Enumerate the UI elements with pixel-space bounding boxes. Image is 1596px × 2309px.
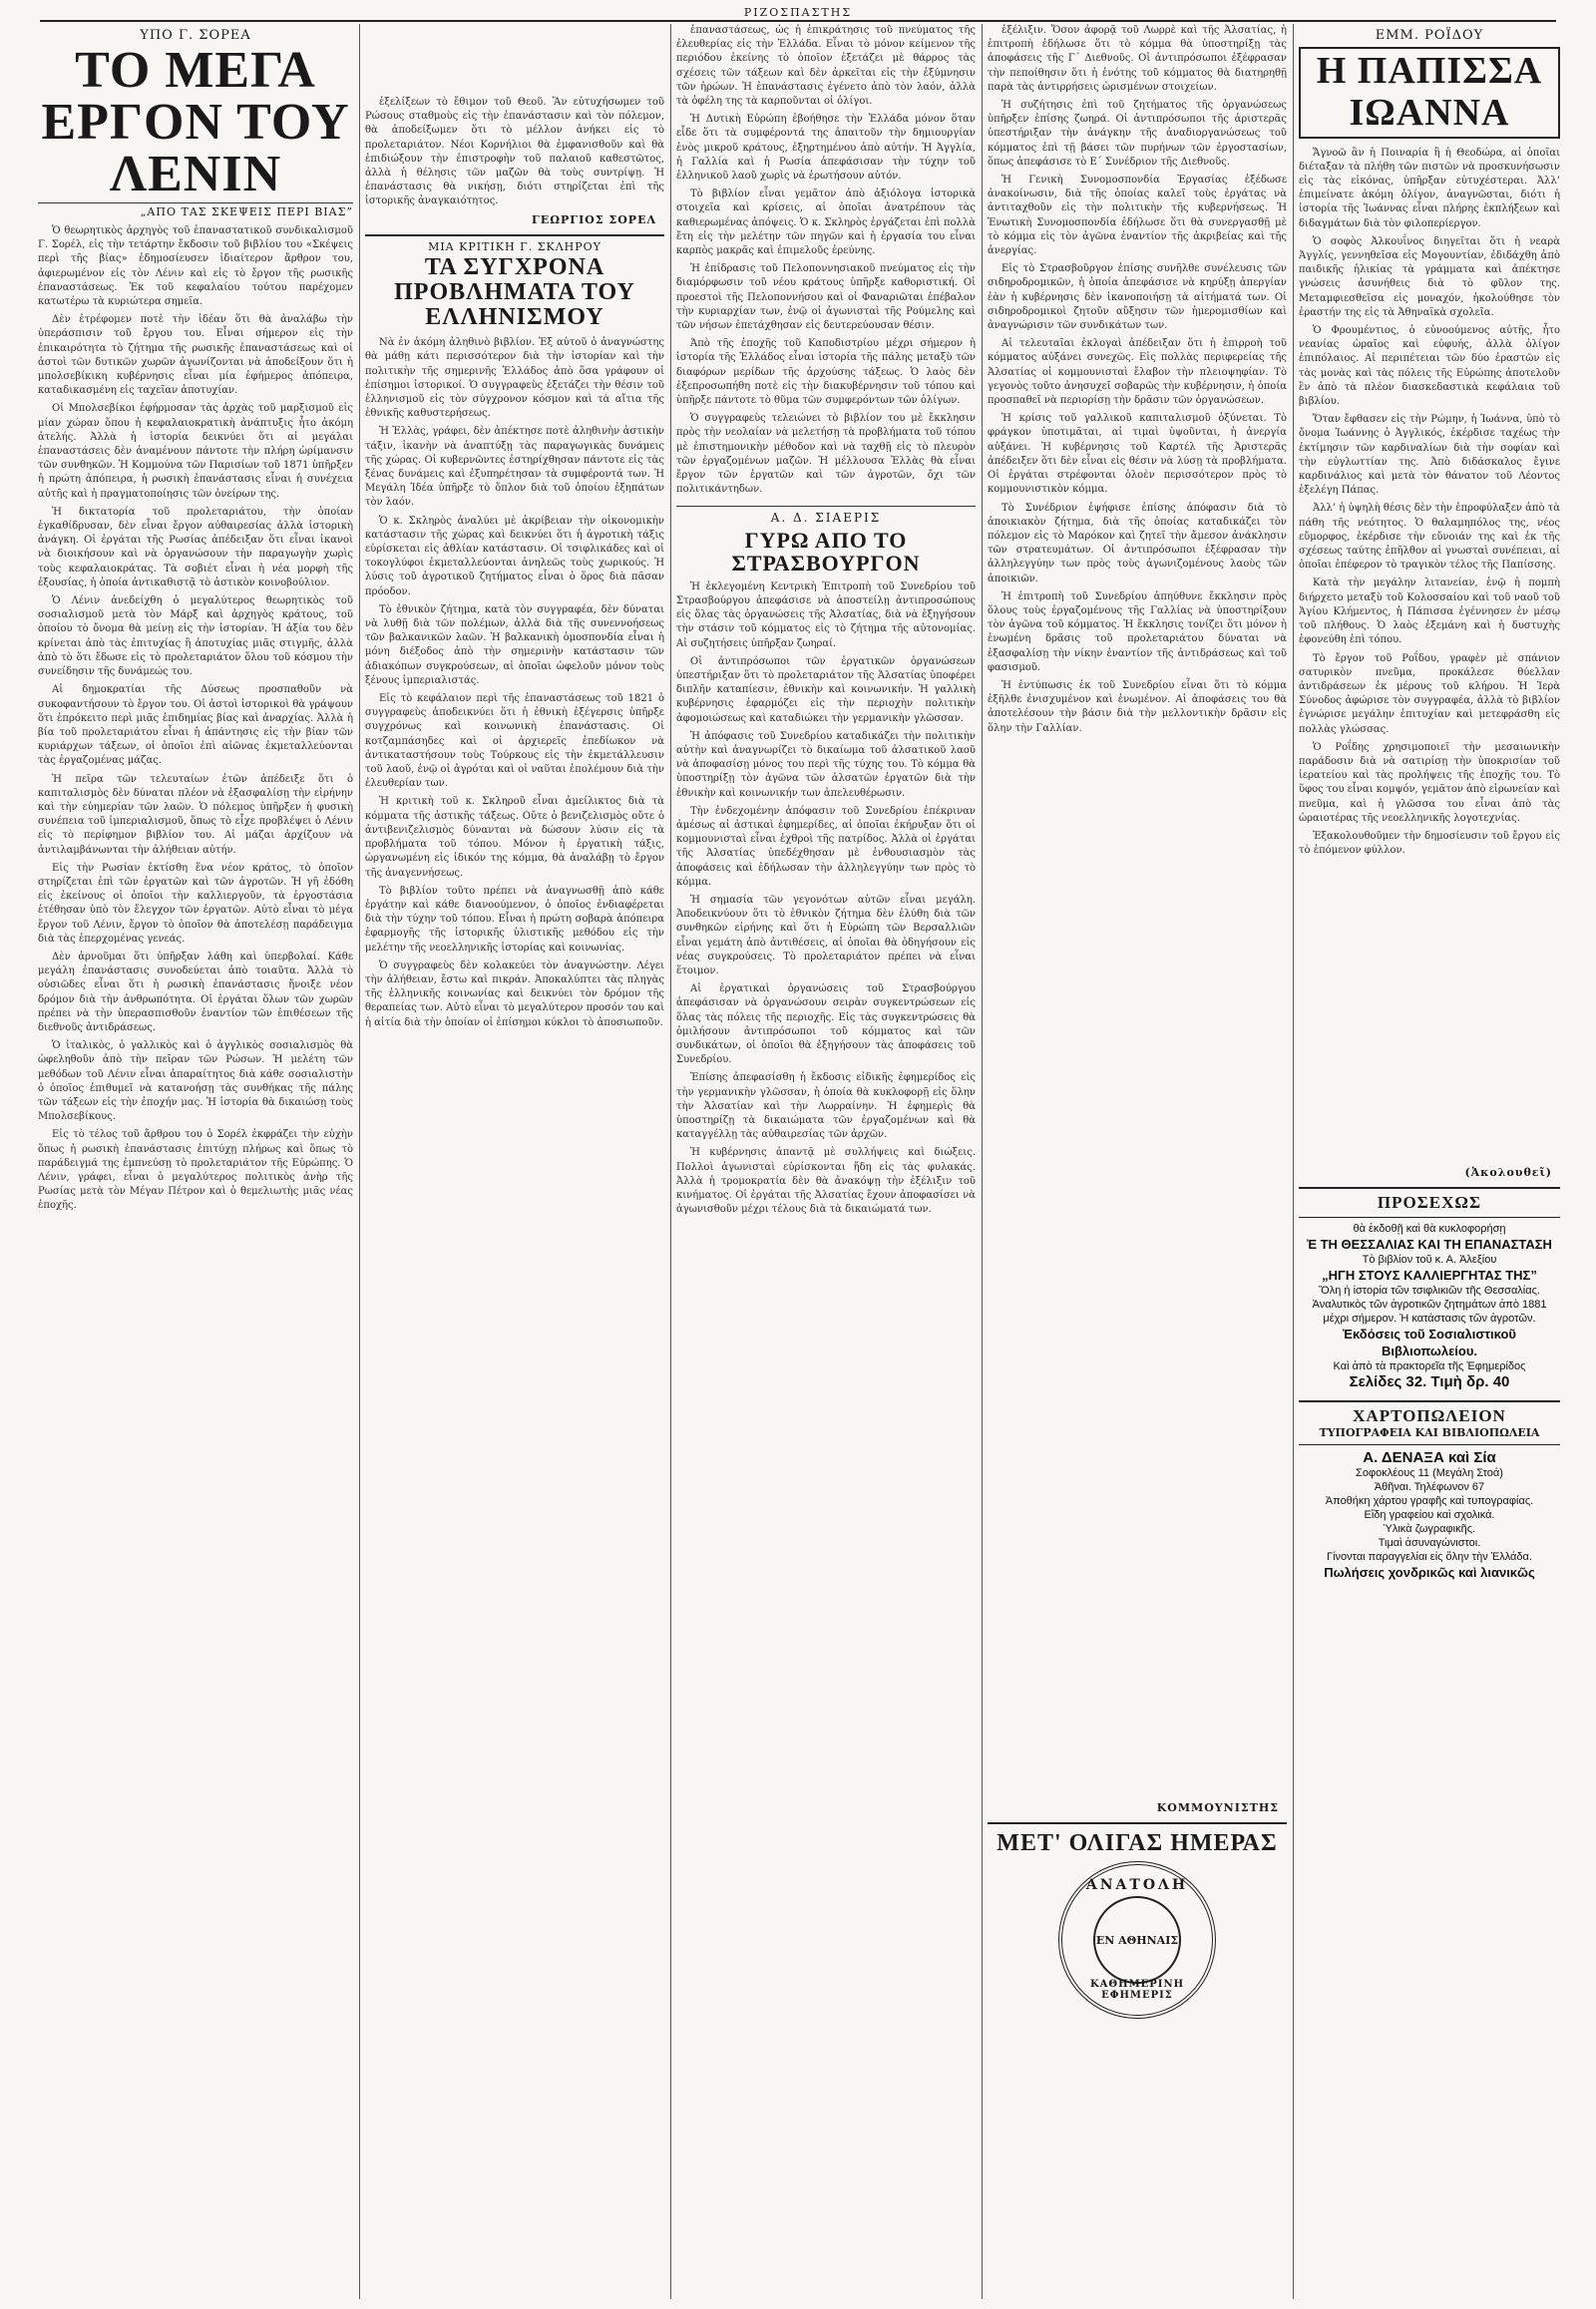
strasbourg-body <box>676 580 976 1218</box>
paragraph: Αἱ τελευταῖαι ἐκλογαὶ ἀπέδειξαν ὅτι ἡ ἐπιρροὴ τοῦ κόμματος αὐξάνει συνεχῶς. Εἰς πολλὰς περιφερείας τῆς Ἀλσατίας οἱ κομμουνισταὶ ἔλαβον τὴν πλειοψηφίαν. Τὸ γεγονὸς τοῦτο ἀνησυχεῖ σοβαρῶς τὴν κυβέρνησιν, ἡ ὁποία προσπαθεῖ νὰ περιορίσῃ τὴν δρᾶσιν τῶν ὀργανώσεων. <box>988 338 1287 407</box>
paragraph: Τὴν ἐνδεχομένην ἀπόφασιν τοῦ Συνεδρίου ἐπέκριναν ἀμέσως αἱ ἀστικαὶ ἐφημερίδες, αἱ ὁποῖαι ἐκήρυξαν ὅτι οἱ κομμουνισταὶ εἶναι ἐχθροὶ τῆς πατρίδος. Ἀλλὰ οἱ ἐργάται τῆς Ἀλσατίας ὑπεδέχθησαν μὲ ἐνθουσιασμὸν τὰς ἀποφάσεις καὶ ἐδήλωσαν τὴν ἀλληλεγγύην των πρὸς τὸ κόμμα. <box>676 805 976 888</box>
column-5 <box>1299 24 1560 2299</box>
hellenism-body-continued <box>676 24 976 498</box>
notice-line: θὰ ἐκδοθῇ καὶ θὰ κυκλοφορήσῃ <box>1353 1222 1506 1235</box>
page-header: ΡΙΖΟΣΠΑΣΤΗΣ <box>40 6 1556 22</box>
pope-joan-body <box>1299 147 1560 1164</box>
lenin-body <box>38 224 353 1214</box>
paragraph: Οἱ Μπολσεβίκοι ἐφήρμοσαν τὰς ἀρχὰς τοῦ μαρξισμοῦ εἰς μίαν χώραν ὅπου ἡ κεφαλαιοκρατικὴ ἀνάπτυξις ἦτο ἀκόμη ἀτελής. Ἀλλὰ ἡ ἱστορία δεικνύει ὅτι αἱ μεγάλαι ἐπαναστάσεις δὲν ἀναμένουν πάντοτε τὴν πλήρη ὡρίμανσιν τῶν συνθηκῶν. Ἡ Κομμούνα τῶν Παρισίων τοῦ 1871 ὑπῆρξεν ἡ πρώτη ἀπόπειρα, ἡ ρωσικὴ ἐπανάστασις εἶναι ἡ συνέχεια αὐτῆς καὶ ἡ πραγματοποίησις τῶν ὀνείρων της. <box>38 403 353 500</box>
continued-note: (Ἀκολουθεῖ) <box>1464 1165 1552 1179</box>
notice-line: Καὶ ἀπὸ τὰ πρακτορεῖα τῆς Ἐφημερίδος <box>1333 1359 1526 1372</box>
signature: Α. Δ. ΣΙΑΕΡΙΣ <box>676 506 976 525</box>
paragraph: Ἡ Γενικὴ Συνομοσπονδία Ἐργασίας ἐξέδωσε ἀνακοίνωσιν, διὰ τῆς ὁποίας καλεῖ τοὺς ἐργάτας νὰ ἀντιταχθοῦν εἰς τὴν πολιτικὴν τῆς κυβερνήσεως. Ἡ Ἑνωτικὴ Συνομοσπονδία ἐδήλωσε ὅτι θὰ συνεργασθῇ μὲ τὸ κόμμα εἰς τὸν ἀγῶνα ἐναντίον τῆς ἀκριβείας καὶ τῆς ἀνεργίας. <box>988 175 1287 257</box>
paragraph: Εἰς τὸ τέλος τοῦ ἄρθρου του ὁ Σορέλ ἐκφράζει τὴν εὐχὴν ὅπως ἡ ρωσικὴ ἐπανάστασις ἐπιτύχῃ πλήρως καὶ ὅπως τὸ παράδειγμά της ἐμπνεύσῃ τὸ προλεταριάτον τῆς Εὐρώπης. Ὁ Λένιν, γράφει, εἶναι ὁ μεγαλύτερος πολιτικὸς ἀνὴρ τῆς Ρωσίας μετὰ τὸν Μέγαν Πέτρον καὶ ὁ θεμελιωτὴς μιᾶς νέας ἐποχῆς. <box>38 1129 353 1212</box>
lenin-body-continued <box>365 96 664 209</box>
paragraph: Αἱ δημοκρατίαι τῆς Δύσεως προσπαθοῦν νὰ συκοφαντήσουν τὸ ἔργον του. Οἱ ἀστοὶ ἱστορικοὶ θὰ γράψουν ὅτι ἐπρόκειτο περὶ μιᾶς ἐπιδημίας βίας καὶ ἀναρχίας. Ἀλλὰ ἡ βία τοῦ προλεταριάτου εἶναι ἡ ἀπάντησις εἰς τὴν βίαν τῶν κυριάρχων τάξεων, οἱ ὁποῖοι ἐπὶ αἰῶνας ἐκμεταλλεύονται τὰς ἐργαζομένας μάζας. <box>38 684 353 767</box>
stamp-center-text: ΕΝ ΑΘΗΝΑΙΣ <box>1093 1896 1181 1984</box>
hellenism-body <box>365 336 664 1030</box>
paragraph: Ἡ πεῖρα τῶν τελευταίων ἐτῶν ἀπέδειξε ὅτι ὁ καπιταλισμὸς δὲν δύναται πλέον νὰ ἐξασφαλίσῃ τὴν εἰρήνην καὶ τὴν εὐημερίαν τῶν λαῶν. Ὁ πόλεμος ὑπῆρξεν ἡ φυσικὴ συνέπεια τοῦ ἰμπεριαλισμοῦ, ὅπως τὸ εἶχε προβλέψει ὁ Λένιν εἰς τὸ περίφημον βιβλίον του. Αἱ μάζαι ἀρχίζουν νὰ ἀντιλαμβάνωνται τὴν ἀλήθειαν αὐτήν. <box>38 773 353 856</box>
notice-line: Τὸ βιβλίον τοῦ κ. Α. Ἀλεξίου <box>1362 1253 1497 1266</box>
pope-joan-headline: Η ΠΑΠΙΣΣΑ ΙΩΑΝΝΑ <box>1299 47 1560 139</box>
paragraph: Ἡ ἐκλεγομένη Κεντρικὴ Ἐπιτροπὴ τοῦ Συνεδρίου τοῦ Στρασβούργου ἀπεφάσισε νὰ ἀποστείλῃ ἀντιπροσώπους εἰς ὅλας τὰς ὀργανώσεις τῆς Ἀλσατίας, διὰ νὰ ἐξηγήσουν τὴν στάσιν τοῦ κόμματος εἰς τὸ ζήτημα τῆς αὐτονομίας. Αἱ συζητήσεις ὑπῆρξαν ζωηραί. <box>676 580 976 649</box>
paragraph: Ὁ Ροΐδης χρησιμοποιεῖ τὴν μεσαιωνικὴν παράδοσιν διὰ νὰ σατιρίσῃ τὴν ὑποκρισίαν τοῦ ἱερατείου καὶ τὰς προλήψεις τῆς ἐποχῆς του. Τὸ ὕφος του εἶναι κομψόν, γεμᾶτον ἀπὸ εἰρωνείαν καὶ πνεῦμα, καὶ ἡ γλῶσσα του εἶναι ἀπὸ τὰς ὡραιοτέρας τῆς νεοελληνικῆς λογοτεχνίας. <box>1299 741 1560 824</box>
paragraph: Ὁ Φρουμέντιος, ὁ εὐνοούμενος αὐτῆς, ἦτο νεανίας ὡραῖος καὶ εὐφυής, ἀλλὰ ὀλίγον ἐπιπόλαιος. Αἱ περιπέτειαι τῶν δύο ἐραστῶν εἰς τὰς μονὰς καὶ τὰς πόλεις τῆς Εὐρώπης ἀποτελοῦν ἓν ἀπὸ τὰ πλέον διασκεδαστικὰ κεφάλαια τοῦ βιβλίου. <box>1299 325 1560 408</box>
column-divider <box>670 24 671 2299</box>
column-divider <box>982 24 983 2299</box>
notice-price: Σελίδες 32. Τιμὴ δρ. 40 <box>1349 1372 1510 1390</box>
paragraph: Αἱ ἐργατικαὶ ὀργανώσεις τοῦ Στρασβούργου ἀπεφάσισαν νὰ ὀργανώσουν σειρὰν συγκεντρώσεων εἰς ὅλας τὰς πόλεις τῆς περιοχῆς. Εἰς τὰς συγκεντρώσεις θὰ ὁμιλήσουν ἀντιπρόσωποι τοῦ κόμματος καὶ τῶν συνδικάτων, οἱ ὁποῖοι θὰ ἐξηγήσουν τὰς ἀποφάσεις τοῦ Συνεδρίου. <box>676 983 976 1066</box>
column-2 <box>365 96 664 2299</box>
paragraph: Οἱ ἀντιπρόσωποι τῶν ἐργατικῶν ὀργανώσεων ὑπεστήριξαν ὅτι τὸ προλεταριάτον τῆς Ἀλσατίας ὑποφέρει διπλῆν καταπίεσιν, ἐθνικὴν καὶ κοινωνικήν. Ἡ γαλλικὴ κυβέρνησις ἐφαρμόζει εἰς τὴν περιοχὴν πολιτικὴν ἀφομοιώσεως καὶ καταδιώκει τὴν γερμανικὴν γλῶσσαν. <box>676 655 976 724</box>
paragraph: Ὁ κ. Σκληρὸς ἀναλύει μὲ ἀκρίβειαν τὴν οἰκονομικὴν κατάστασιν τῆς χώρας καὶ δεικνύει ὅτι ἡ ἀγροτικὴ τάξις εὑρίσκεται εἰς ἀθλίαν κατάστασιν. Οἱ τσιφλικάδες καὶ οἱ τοκογλύφοι ἐκμεταλλεύονται ἀνηλεῶς τοὺς χωρικούς. Ἡ λύσις τοῦ ἀγροτικοῦ ζητήματος εἶναι ὁ ὅρος διὰ πᾶσαν πρόοδον. <box>365 515 664 597</box>
paragraph: Ἡ συζήτησις ἐπὶ τοῦ ζητήματος τῆς ὀργανώσεως ὑπῆρξεν ἐπίσης ζωηρά. Οἱ ἀντιπρόσωποι τῆς ἀριστερᾶς ὑπεστήριξαν τὴν ἀνάγκην τῆς ἀναδιοργανώσεως τοῦ κόμματος ἐπὶ τῇ βάσει τῶν πυρήνων τῶν ἐργοστασίων, ὅπως ἀπεφάσισε τὸ Ε΄ Συνέδριον τῆς Διεθνοῦς. <box>988 100 1287 168</box>
ad-line: Εἴδη γραφείου καὶ σχολικά. <box>1364 1508 1495 1521</box>
paragraph: Εἰς τὴν Ρωσίαν ἐκτίσθη ἕνα νέον κράτος, τὸ ὁποῖον στηρίζεται ἐπὶ τῶν ἐργατῶν καὶ τῶν ἀγροτῶν. Ἡ γῆ ἐδόθη εἰς ἐκείνους οἱ ὁποῖοι τὴν καλλιεργοῦν, τὰ ἐργοστάσια ἐτέθησαν ὑπὸ τὸν ἔλεγχον τῶν ἐργατῶν. Αὐτὸ εἶναι τὸ μέγα ἔργον τοῦ Λένιν, ἔργον τὸ ὁποῖον θὰ ἀποτελέσῃ παράδειγμα διὰ τὰς ἐπερχομένας γενεάς. <box>38 862 353 945</box>
stationery-ad-title: ΧΑΡΤΟΠΩΛΕΙΟΝ <box>1353 1405 1506 1425</box>
paragraph: Ὁ συγγραφεὺς δὲν κολακεύει τὸν ἀναγνώστην. Λέγει τὴν ἀλήθειαν, ἔστω καὶ πικράν. Ἀποκαλύπτει τὰς πληγὰς τῆς ἑλληνικῆς κοινωνίας καὶ δεικνύει τὸν δρόμον τῆς θεραπείας των. Αὐτὸ εἶναι τὸ μεγαλύτερον προσόν του καὶ ἡ αἰτία διὰ τὴν ὁποίαν οἱ ἐπίσημοι κύκλοι τὸ ἀποσιωποῦν. <box>365 960 664 1028</box>
paragraph: Ἡ ἐπιτροπὴ τοῦ Συνεδρίου ἀπηύθυνε ἔκκλησιν πρὸς ὅλους τοὺς ἐργαζομένους τῆς Γαλλίας νὰ ὑποστηρίξουν τὸν ἀγῶνα τοῦ κόμματος. Ἡ ἔκκλησις τονίζει ὅτι μόνον ἡ ἑνωμένη δρᾶσις τοῦ προλεταριάτου δύναται νὰ ἐξασφαλίσῃ τὴν νίκην ἐναντίον τῆς ἀντιδράσεως καὶ τοῦ φασισμοῦ. <box>988 590 1287 673</box>
paragraph: Κατὰ τὴν μεγάλην λιτανείαν, ἐνῷ ἡ πομπὴ διήρχετο μεταξὺ τοῦ Κολοσσαίου καὶ τοῦ ναοῦ τοῦ Ἁγίου Κλήμεντος, ἡ Πάπισσα ἐγέννησεν ἐν μέσῳ τοῦ πλήθους. Ὁ λαὸς ἐξεμάνη καὶ ἡ δυστυχὴς ἐφονεύθη ἐπὶ τόπου. <box>1299 577 1560 646</box>
article-header <box>365 234 664 331</box>
paragraph: Τὸ ἔργον τοῦ Ροΐδου, γραφὲν μὲ σπάνιον σατυρικὸν πνεῦμα, προκάλεσε θύελλαν ἀντιδράσεων ἐκ μέρους τοῦ κλήρου. Ἡ Ἱερὰ Σύνοδος ἀφώρισε τὸν συγγραφέα, ἀλλὰ τὸ βιβλίον ἐγνώρισε μεγάλην ἐπιτυχίαν καὶ μετεφράσθη εἰς πολλὰς γλώσσας. <box>1299 652 1560 735</box>
paragraph: ἐξέλιξιν. Ὅσον ἀφορᾷ τοῦ Λωρρὲ καὶ τῆς Ἀλσατίας, ἡ ἐπιτροπὴ ἐδήλωσε ὅτι τὸ κόμμα θὰ ὑποστηρίξῃ τὰς ἀποφάσεις τῆς Γ΄ Διεθνοῦς. Οἱ ἀντιπρόσωποι ἐξέφρασαν τὴν πεποίθησιν ὅτι ἡ ἐνότης τοῦ κόμματος θὰ διατηρηθῇ παρὰ τὰς ἀντιρρήσεις ὡρισμένων στοιχείων. <box>988 25 1287 93</box>
anatoli-stamp <box>1058 1861 1216 2019</box>
paragraph: Ἀπὸ τῆς ἐποχῆς τοῦ Καποδιστρίου μέχρι σήμερον ἡ ἱστορία τῆς Ἑλλάδος εἶναι ἱστορία τῆς πάλης μεταξὺ τῶν διαφόρων μερίδων τῆς ἀρχούσης τάξεως. Ὁ λαὸς δὲν ἐξεπροσωπήθη ποτὲ εἰς τὴν διακυβέρνησιν τοῦ τόπου καὶ ὑπῆρξε πάντοτε τὸ θῦμα τῶν συμφερόντων τῶν ὀλίγων. <box>676 338 976 407</box>
stationery-ad-subtitle: ΤΥΠΟΓΡΑΦΕΙΑ ΚΑΙ ΒΙΒΛΙΟΠΩΛΕΙΑ <box>1319 1425 1540 1439</box>
paragraph: Δὲν ἐτρέφομεν ποτὲ τὴν ἰδέαν ὅτι θὰ ἀναλάβω τὴν ὑπεράσπισιν τοῦ ἔργου του. Εἶναι σήμερον εἰς τὴν ἐπικαιρότητα τὸ ζήτημα τῆς ρωσικῆς ἐπαναστάσεως καὶ οἱ ἀστοὶ τῶν δυτικῶν χωρῶν ἀγωνίζονται νὰ ἀποδείξουν ὅτι ἡ μπολσεβίκικη κυβέρνησις εἶναι μία ἐφήμερος ἀπόπειρα, καταδικασμένη εἰς ταχεῖαν ἀποτυχίαν. <box>38 314 353 397</box>
paragraph: Ὅταν ἔφθασεν εἰς τὴν Ρώμην, ἡ Ἰωάννα, ὑπὸ τὸ ὄνομα Ἰωάννης ὁ Ἀγγλικός, ἐκέρδισε ταχέως τὴν ἐκτίμησιν τῶν καρδιναλίων διὰ τὴν σοφίαν καὶ τὴν εὐγλωττίαν της. Ἀπὸ διδάσκαλος ἔγινε καρδινάλιος καὶ μετὰ τὸν θάνατον τοῦ Λέοντος ἐξελέγη Πάπας. <box>1299 414 1560 497</box>
announcement-banner: ΜΕΤ' ΟΛΙΓΑΣ ΗΜΕΡΑΣ <box>997 1830 1278 1856</box>
stationery-ad-footer: Πωλήσεις χονδρικῶς καὶ λιανικῶς <box>1324 1564 1535 1580</box>
paragraph: Τὸ Συνέδριον ἐψήφισε ἐπίσης ἀπόφασιν διὰ τὸ ἀποικιακὸν ζήτημα, διὰ τῆς ὁποίας καταδικάζει τὸν πόλεμον εἰς τὸ Μαρόκον καὶ ζητεῖ τὴν ἄμεσον ἀνάκλησιν τῶν στρατευμάτων. Οἱ ἀντιπρόσωποι ἐξέφρασαν τὴν ἀλληλεγγύην των πρὸς τοὺς ἀγωνιζομένους λαοὺς τῶν ἀποικιῶν. <box>988 502 1287 584</box>
paragraph: Ἡ δικτατορία τοῦ προλεταριάτου, τὴν ὁποίαν ἐγκαθίδρυσαν, δὲν εἶναι ἔργον αὐθαιρεσίας ἀλλὰ ἱστορικὴ ἀνάγκη. Οἱ ἐργάται τῆς Ρωσίας ἀπέδειξαν ὅτι εἶναι ἱκανοὶ νὰ διοικήσουν καὶ νὰ ὀργανώσουν τὴν παραγωγὴν χωρὶς τοὺς κεφαλαιοκράτας. Τὰ σοβιέτ εἶναι ἡ νέα μορφὴ τῆς ἐξουσίας, ἡ ὁποία ἀντικαθιστᾷ τὸ ἀστικὸν κοινοβούλιον. <box>38 506 353 588</box>
column-4 <box>988 24 1287 2299</box>
paragraph: Τὸ βιβλίον τοῦτο πρέπει νὰ ἀναγνωσθῇ ἀπὸ κάθε ἐργάτην καὶ κάθε διανοούμενον, ὁ ὁποῖος ἐνδιαφέρεται διὰ τὴν τύχην τοῦ τόπου. Εἶναι ἡ πρώτη σοβαρὰ ἀπόπειρα ἐφαρμογῆς τῆς ἱστορικῆς ὑλιστικῆς μεθόδου εἰς τὴν μελέτην τῆς νεοελληνικῆς ἱστορίας καὶ κοινωνίας. <box>365 885 664 954</box>
book-announcement <box>1299 1222 1560 1390</box>
ad-line: Γίνονται παραγγελίαι εἰς ὅλην τὴν Ἑλλάδα. <box>1327 1550 1532 1563</box>
paragraph: Ὁ Λένιν ἀνεδείχθη ὁ μεγαλύτερος θεωρητικὸς τοῦ σοσιαλισμοῦ μετὰ τὸν Μάρξ καὶ ἀρχηγὸς κράτους, τοῦ ὁποίου τὸ ὄνομα θὰ μείνῃ εἰς τὴν ἱστορίαν. Ἡ ἀξία του δὲν κρίνεται ἀπὸ τὰς ἐπιτυχίας ἢ ἀποτυχίας μιᾶς στιγμῆς, ἀλλὰ ἀπὸ τὸ ὅτι ἔδωσε εἰς τὸ προλεταριάτον ὅλου τοῦ κόσμου τὴν συνείδησιν τῆς δυνάμεώς του. <box>38 595 353 678</box>
signature: ΓΕΩΡΓΙΟΣ ΣΟΡΕΛ <box>532 212 656 226</box>
paragraph: Τὸ ἐθνικὸν ζήτημα, κατὰ τὸν συγγραφέα, δὲν δύναται νὰ λυθῇ διὰ τῶν πολέμων, ἀλλὰ διὰ τῆς συνεννοήσεως τῶν βαλκανικῶν λαῶν. Ἡ βαλκανικὴ ὁμοσπονδία εἶναι ἡ μόνη διέξοδος ἀπὸ τὴν σημερινὴν κατάστασιν τῶν ἀδιακόπων συγκρούσεων, αἱ ὁποῖαι ὠφελοῦν μόνον τοὺς ξένους ἰμπεριαλιστάς. <box>365 603 664 686</box>
notice-line: Ἐ ΤΗ ΘΕΣΣΑΛΙΑΣ ΚΑΙ ΤΗ ΕΠΑΝΑΣΤΑΣΗ <box>1307 1236 1552 1252</box>
paragraph: Ἡ κρίσις τοῦ γαλλικοῦ καπιταλισμοῦ ὀξύνεται. Τὸ φράγκον ὑποτιμᾶται, αἱ τιμαὶ ὑψοῦνται, ἡ ἀνεργία αὐξάνει. Ἡ κυβέρνησις τοῦ Καρτέλ τῆς Ἀριστερᾶς ἀπέδειξεν ὅτι δὲν εἶναι εἰς θέσιν νὰ λύσῃ τὰ προβλήματα. Οἱ ἐργάται στρέφονται ὁλοὲν περισσότερον πρὸς τὸ κομμουνιστικὸν κόμμα. <box>988 413 1287 496</box>
ad-line: Ἀποθήκη χάρτου γραφῆς καὶ τυπογραφίας. <box>1325 1494 1534 1507</box>
paragraph: Ὁ σοφὸς Ἀλκουΐνος διηγεῖται ὅτι ἡ νεαρὰ Ἀγγλίς, γεννηθεῖσα εἰς Μογουντίαν, ἐδιδάχθη ἀπὸ παιδικῆς ἡλικίας τὰ γράμματα καὶ ἀπέκτησε γνώσεις ἀσυνήθεις διὰ τὸ φῦλον της. Μεταμφιεσθεῖσα εἰς μοναχόν, ἠκολούθησε τὸν ἐραστήν της εἰς τὰ Ἀθηναϊκὰ σχολεῖα. <box>1299 235 1560 318</box>
ad-line: Ὑλικὰ ζωγραφικῆς. <box>1383 1522 1476 1535</box>
notice-line: Ἐκδόσεις τοῦ Σοσιαλιστικοῦ Βιβλιοπωλείου. <box>1343 1326 1516 1358</box>
paragraph: Ἡ κυβέρνησις ἀπαντᾷ μὲ συλλήψεις καὶ διώξεις. Πολλοὶ ἀγωνισταὶ εὑρίσκονται ἤδη εἰς τὰς φυλακάς. Ἀλλὰ ἡ τρομοκρατία δὲν θὰ ἀνακόψῃ τὴν ἐξέλιξιν τοῦ κινήματος. Οἱ ἐργάται τῆς Ἀλσατίας ἔχουν ἀποφασίσει νὰ ἀγωνισθοῦν μέχρι τέλους διὰ τὰ δικαιώματά των. <box>676 1147 976 1216</box>
paragraph: Εἰς τὸ κεφάλαιον περὶ τῆς ἐπαναστάσεως τοῦ 1821 ὁ συγγραφεὺς ἀποδεικνύει ὅτι ἡ ἐθνικὴ ἐξέγερσις ὑπῆρξε συγχρόνως καὶ κοινωνικὴ ἐπανάστασις. Οἱ κοτζαμπάσηδες καὶ οἱ ἀρχιερεῖς ἐπεδίωκον νὰ ἀντικαταστήσουν τοὺς Τούρκους εἰς τὴν ἐκμετάλλευσιν τοῦ λαοῦ, ἐνῷ οἱ ἀγρόται καὶ οἱ ναῦται ἐπολέμουν διὰ τὴν ἐλευθερίαν των. <box>365 693 664 790</box>
paragraph: ἐξελίξεων τὸ ἔθιμον τοῦ Θεοῦ. Ἂν εὐτυχήσωμεν τοῦ Ρώσους σταθμοὺς εἰς τὴν ἐπανάστασιν καὶ τὸν πόλεμον, θὰ ἀποδείξωμεν ὅτι τὸ μέλλον ἀνήκει εἰς τὸ προλεταριάτον. Νέοι Κορνήλιοι θὰ ἐμφανισθοῦν καὶ θὰ ἐπιδιώξουν τὴν ἐπιστροφὴν τοῦ παλαιοῦ καθεστῶτος, ἀλλὰ ἡ θέλησις τῶν μαζῶν θὰ τοὺς συντρίψῃ. Ἡ ἐπανάστασις θὰ νικήσῃ, διότι στηρίζεται ἐπὶ τῆς ἱστορικῆς ἀναγκαιότητος. <box>365 97 664 207</box>
paragraph: Ἡ κριτικὴ τοῦ κ. Σκληροῦ εἶναι ἀμείλικτος διὰ τὰ κόμματα τῆς ἀστικῆς τάξεως. Οὔτε ὁ βενιζελισμὸς οὔτε ὁ ἀντιβενιζελισμὸς δύνανται νὰ δώσουν λύσιν εἰς τὰ προβλήματα τοῦ τόπου. Μόνον ἡ ἐργατικὴ τάξις, ὠργανωμένη εἰς ἰδικόν της κόμμα, θὰ ἀναλάβῃ τὸ ἔργον τῆς ἀναγεννήσεως. <box>365 796 664 879</box>
notice-line: Ὅλη ἡ ἱστορία τῶν τσιφλικιῶν τῆς Θεσσαλίας. Ἀναλυτικὸς τῶν ἀγροτικῶν ζητημάτων ἀπὸ 1881 μέχρι σήμερον. Ἡ κατάστασις τῶν ἀγροτῶν. <box>1312 1284 1547 1325</box>
paragraph: Εἰς τὸ Στρασβοῦργον ἐπίσης συνῆλθε συνέλευσις τῶν σιδηροδρομικῶν, ἡ ὁποία ἀπεφάσισε νὰ κηρύξῃ ἀπεργίαν ἐὰν ἡ κυβέρνησις δὲν ἱκανοποιήσῃ τὰ αἰτήματά των. Οἱ σιδηροδρομικοὶ ζητοῦν αὔξησιν τῶν ἡμερομισθίων καὶ ἀναγνώρισιν τῶν συνδικάτων των. <box>988 263 1287 332</box>
paragraph: Δὲν ἀρνοῦμαι ὅτι ὑπῆρξαν λάθη καὶ ὑπερβολαί. Κάθε μεγάλη ἐπανάστασις συνοδεύεται ἀπὸ τοιαῦτα. Ἀλλὰ τὸ οὐσιῶδες εἶναι ὅτι ἡ ρωσικὴ ἐπανάστασις ἤνοιξε νέον δρόμον διὰ τὴν ἀνθρωπότητα. Οἱ ἐργάται ὅλων τῶν χωρῶν πρέπει νὰ τὴν ὑπερασπισθοῦν ἐναντίον τῶν ἐπιθέσεων τῆς διεθνοῦς ἀντιδράσεως. <box>38 951 353 1033</box>
ad-line: Σοφοκλέους 11 (Μεγάλη Στοά) <box>1356 1466 1503 1479</box>
paragraph: Ἐπίσης ἀπεφασίσθη ἡ ἔκδοσις εἰδικῆς ἐφημερίδος εἰς τὴν γερμανικὴν γλῶσσαν, ἡ ὁποία θὰ κυκλοφορῇ εἰς ὅλην τὴν Ἀλσατίαν καὶ τὴν Λωρραίνην. Ἡ ἐφημερὶς θὰ ὑποστηρίζῃ τὰ δικαιώματα τῶν ἐργαζομένων καὶ θὰ καταγγέλλῃ τὰς αὐθαιρεσίας τῶν ἀρχῶν. <box>676 1072 976 1141</box>
paragraph: Ἡ ἐντύπωσις ἐκ τοῦ Συνεδρίου εἶναι ὅτι τὸ κόμμα ἐξῆλθε ἐνισχυμένον καὶ ἑνωμένον. Αἱ ἀποφάσεις του θὰ ἀποτελέσουν τὴν βάσιν διὰ τὴν μελλοντικὴν δρᾶσιν εἰς ὅλην τὴν Γαλλίαν. <box>988 679 1287 734</box>
column-divider <box>359 24 360 2299</box>
announcement <box>988 1822 1287 2019</box>
byline: ΥΠΟ Γ. ΣΟΡΕΑ <box>140 28 251 43</box>
stationery-ad-header <box>1299 1400 1560 1445</box>
article-kicker: ΜΙΑ ΚΡΙΤΙΚΗ Γ. ΣΚΛΗΡΟΥ <box>428 239 601 253</box>
paragraph: Ἡ ἀπόφασις τοῦ Συνεδρίου καταδικάζει τὴν πολιτικὴν αὐτὴν καὶ ἀναγνωρίζει τὸ δικαίωμα τοῦ ἀλσατικοῦ λαοῦ νὰ ἀποφασίσῃ μόνος του περὶ τῆς τύχης του. Τὸ κόμμα θὰ ὑποστηρίξῃ τὸν ἀγῶνα τῶν ἀλσατῶν ἐργατῶν διὰ τὴν ἐθνικὴν καὶ κοινωνικήν των ἀπελευθέρωσιν. <box>676 730 976 799</box>
lenin-headline: ΤΟ ΜΕΓΑ ΕΡΓΟΝ ΤΟΥ ΛΕΝΙΝ <box>41 42 350 202</box>
paragraph: ἐπαναστάσεως, ὡς ἡ ἐπικράτησις τοῦ πνεύματος τῆς ἐλευθερίας εἰς τὴν Ἑλλάδα. Εἶναι τὸ μόνον κείμενον τῆς περιόδου ἐκείνης τὸ ὁποῖον ἐξετάζει μὲ θάρρος τὰς σχέσεις τῶν τάξεων καὶ δὲν ἀρκεῖται εἰς τὴν ἐξύμνησιν τῶν ἡρώων. Ἡ ἐπανάστασις ἐγένετο ἀπὸ τὸν λαόν, ἀλλὰ τὰ ὀφέλη της τὰ καρποῦνται οἱ ὀλίγοι. <box>676 25 976 108</box>
paragraph: Ἡ Ἑλλὰς, γράφει, δὲν ἀπέκτησε ποτὲ ἀληθινὴν ἀστικὴν τάξιν, ἱκανὴν νὰ ἀναπτύξῃ τὰς παραγωγικὰς δυνάμεις τῆς χώρας. Οἱ κυβερνῶντες ἐστηρίχθησαν πάντοτε εἰς τὰς ξένας δυνάμεις καὶ ἐξυπηρέτησαν τὰ συμφέροντά των. Ἡ Μεγάλη Ἰδέα ὑπῆρξε τὸ ὅπλον διὰ τοῦ ὁποίου ἐξηπάτων τὸν λαόν. <box>365 426 664 509</box>
paragraph: Ὁ ἰταλικὸς, ὁ γαλλικὸς καὶ ὁ ἀγγλικὸς σοσιαλισμὸς θὰ ὠφεληθοῦν ἀπὸ τὴν πεῖραν τῶν Ρώσων. Ἡ μελέτη τῶν μεθόδων τοῦ Λένιν εἶναι ἀπαραίτητος διὰ κάθε σοσιαλιστὴν ὁ ὁποῖος ἐπιθυμεῖ νὰ κατανοήσῃ τὰς συνθήκας τῆς πάλης τῶν τάξεων εἰς τὴν ἐποχήν μας. Ἡ ἱστορία θὰ δικαιώσῃ τοὺς Μπολσεβίκους. <box>38 1040 353 1123</box>
stamp-bottom-text: ΚΑΘΗΜΕΡΙΝΗ ΕΦΗΜΕΡΙΣ <box>1089 1979 1185 2001</box>
paragraph: Ἡ Δυτικὴ Εὐρώπη ἐβοήθησε τὴν Ἑλλάδα μόνον ὅταν εἶδε ὅτι τὰ συμφέροντά της ἀπαιτοῦν τὴν δημιουργίαν ἑνὸς μικροῦ κράτους, ἐξηρτημένου ἀπὸ αὐτήν. Ἡ Ἀγγλία, ἡ Γαλλία καὶ ἡ Ρωσία ἀπεφάσισαν τὴν τύχην τοῦ ἑλληνικοῦ λαοῦ χωρὶς νὰ ἐρωτήσουν αὐτόν. <box>676 114 976 183</box>
stationery-ad <box>1299 1449 1560 1581</box>
notice-title: ΠΡΟΣΕΧΩΣ <box>1377 1192 1482 1212</box>
paragraph: Τὸ βιβλίον εἶναι γεμᾶτον ἀπὸ ἀξιόλογα ἱστορικὰ στοιχεῖα καὶ κρίσεις, αἱ ὁποῖαι ἀνατρέπουν τὰς καθιερωμένας ἀπόψεις. Ὁ κ. Σκληρὸς ἐργάζεται ἐπὶ πολλὰ ἔτη εἰς τὴν μελέτην τῶν πηγῶν καὶ ἡ ἐργασία του εἶναι καρπὸς μακρᾶς καὶ ἐπιμελοῦς ἐρεύνης. <box>676 189 976 257</box>
strasbourg-body-continued <box>988 24 1287 1799</box>
paragraph: Ὁ συγγραφεὺς τελειώνει τὸ βιβλίον του μὲ ἔκκλησιν πρὸς τὴν νεολαίαν νὰ μελετήσῃ τὰ προβλήματα τοῦ τόπου μὲ ἐπιστημονικὴν μέθοδον καὶ νὰ ταχθῇ εἰς τὸ πλευρὸν τῶν ἐργαζομένων μαζῶν. Ἡ μέλλουσα Ἑλλὰς θὰ εἶναι ἔργον τῶν ἐργατῶν καὶ τῶν ἀγροτῶν, ὄχι τῶν πολιτικάντηδων. <box>676 413 976 496</box>
paragraph: Ἡ ἐπίδρασις τοῦ Πελοποννησιακοῦ πνεύματος εἰς τὴν διαμόρφωσιν τοῦ νέου κράτους ὑπῆρξε καθοριστική. Οἱ προεστοὶ τῆς Πελοποννήσου καὶ οἱ Φαναριῶται ἐπέβαλον τὴν κυριαρχίαν των, ἐνῷ οἱ ἀγωνισταὶ τῆς Ρούμελης καὶ τῶν νήσων ἐπετάχθησαν εἰς δευτερεύουσαν θέσιν. <box>676 263 976 332</box>
ad-line: Ἀθῆναι. Τηλέφωνον 67 <box>1374 1480 1485 1493</box>
column-divider <box>1293 24 1294 2299</box>
ad-line: Τιμαὶ ἀσυναγώνιστοι. <box>1378 1536 1481 1549</box>
stationery-ad-name: Α. ΔΕΝΑΞΑ καὶ Σία <box>1363 1448 1496 1466</box>
paragraph: Ὁ θεωρητικὸς ἀρχηγὸς τοῦ ἐπαναστατικοῦ συνδικαλισμοῦ Γ. Σορέλ, εἰς τὴν τετάρτην ἔκδοσιν τοῦ βιβλίου του «Σκέψεις περὶ τῆς βίας» ἐδημοσίευσεν ἰδιαίτερον ἄρθρον του, ἀφιερωμένον εἰς τὸν Λένιν καὶ εἰς τὸ ἔργον τῆς ρωσικῆς ἐπαναστάσεως. Ἐκ τοῦ κεφαλαίου τούτου παρέχομεν κατωτέρω τὰ κυριώτερα σημεῖα. <box>38 225 353 308</box>
notice-box <box>1299 1187 1560 1218</box>
paragraph: Ἡ σημασία τῶν γεγονότων αὐτῶν εἶναι μεγάλη. Ἀποδεικνύουν ὅτι τὸ ἐθνικὸν ζήτημα δὲν ἐλύθη διὰ τῶν συνθηκῶν εἰρήνης καὶ ὅτι ἡ Εὐρώπη τῶν Βερσαλλιῶν εἶναι γεμάτη ἀπὸ ἀντιθέσεις, αἱ ὁποῖαι θὰ ὁδηγήσουν εἰς νέας συγκρούσεις. Τὸ προλεταριάτον πρέπει νὰ εἶναι ἕτοιμον. <box>676 894 976 976</box>
article-title: ΤΑ ΣΥΓΧΡΟΝΑ ΠΡΟΒΛΗΜΑΤΑ ΤΟΥ ΕΛΛΗΝΙΣΜΟΥ <box>394 253 635 330</box>
signature: ΚΟΜΜΟΥΝΙΣΤΗΣ <box>1156 1801 1279 1814</box>
paragraph: Ἀλλ’ ἡ ὑψηλὴ θέσις δὲν τὴν ἐπροφύλαξεν ἀπὸ τὰ πάθη τῆς νεότητος. Ὁ θαλαμηπόλος της, νέος εὔμορφος, ἐκέρδισε τὴν εὔνοιάν της καὶ ἐκ τῆς σχέσεως ταύτης ἐπῆλθον αἱ γνωσταὶ συνέπειαι, αἱ ὁποῖαι ἐπέφερον τὸ τραγικὸν τέλος τῆς Παπίσσης. <box>1299 503 1560 572</box>
paragraph: Νὰ ἐν ἀκόμη ἀληθινὸ βιβλίον. Ἐξ αὐτοῦ ὁ ἀναγνώστης θὰ μάθῃ κάτι περισσότερον διὰ τὴν ἱστορίαν καὶ τὴν πολιτικὴν τῆς σημερινῆς Ἑλλάδος ἀπὸ ὅσα γράφουν οἱ ἐπίσημοι ἱστορικοί. Ὁ συγγραφεὺς ἐξετάζει τὴν θέσιν τοῦ ἑλληνισμοῦ εἰς τὸν σύγχρονον κόσμον καὶ τὰ αἴτια τῆς ἐθνικῆς καθυστερήσεως. <box>365 337 664 420</box>
lenin-subhead: „ΑΠΟ ΤΑΣ ΣΚΕΨΕΙΣ ΠΕΡΙ ΒΙΑΣ” <box>38 202 353 218</box>
column-3 <box>676 24 976 2299</box>
byline: ΕΜΜ. ΡΟΪΔΟΥ <box>1375 28 1484 43</box>
notice-line: „ΗΓΗ ΣΤΟΥΣ ΚΑΛΛΙΕΡΓΗΤΑΣ ΤΗΣ” <box>1322 1267 1537 1283</box>
paragraph: Ἐξακολουθοῦμεν τὴν δημοσίευσιν τοῦ ἔργου εἰς τὸ ἐπόμενον φύλλον. <box>1299 830 1560 857</box>
stamp-top-text: ΑΝΑΤΟΛΗ <box>1085 1877 1189 1893</box>
paragraph: Ἄγνοῶ ἂν ἡ Ποιναρία ἢ ἡ Θεοδώρα, αἱ ὁποῖαι διέταξαν τὰ πλήθη τῶν πιστῶν νὰ προσκυνήσωσιν εἰς τὰς εἰκόνας, ὑπῆρξαν εὐτυχέστεραι. Ἀλλ’ ἐπιμείνατε ἀκόμη ὀλίγον, ἀναγνῶσται, διότι ἡ ἱστορία τῆς Ἰωάννας εἶναι πλήρης ἐκπλήξεων καὶ διδαγμάτων διὰ τὸν φιλοπερίεργον. <box>1299 147 1560 229</box>
column-1 <box>38 24 353 2299</box>
strasbourg-title: ΓΥΡΩ ΑΠΟ ΤΟ ΣΤΡΑΣΒΟΥΡΓΟΝ <box>731 527 921 576</box>
